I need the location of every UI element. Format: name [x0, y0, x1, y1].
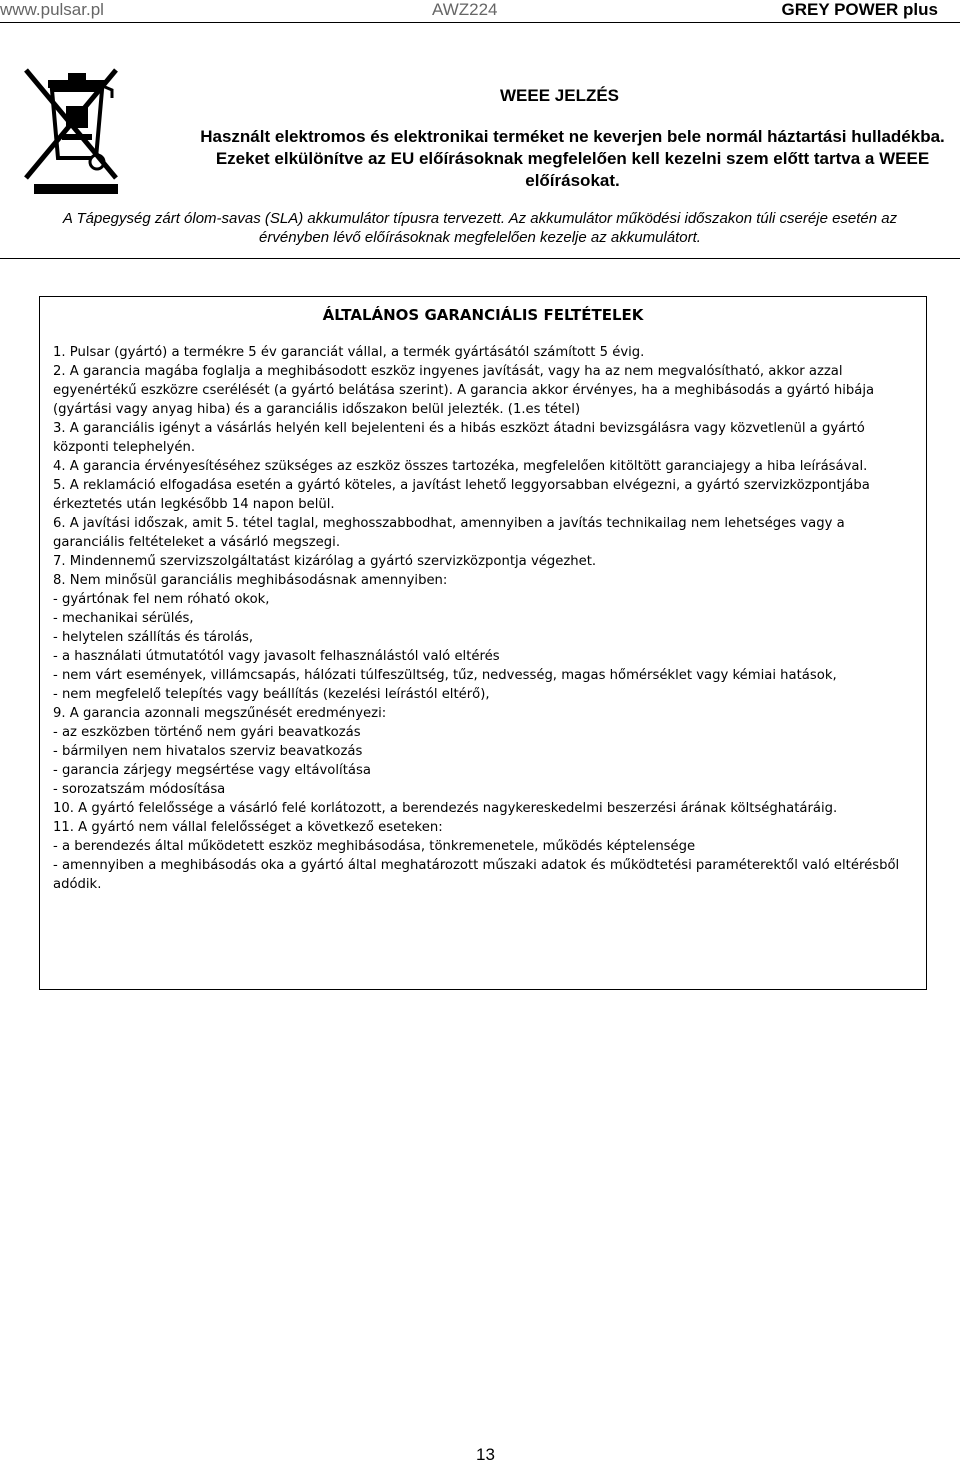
- warranty-line: - helytelen szállítás és tárolás,: [53, 630, 254, 645]
- sla-battery-note: A Tápegység zárt ólom-savas (SLA) akkumulátor típusra tervezett. Az akkumulátor működési időszakon túli cseréje esetén az érvényben lévő előírásoknak megfelelően kezelje az akkumulátort.: [62, 210, 898, 246]
- page-number: 13: [476, 1445, 495, 1464]
- warranty-line: 7. Mindennemű szervizszolgáltatást kizárólag a gyártó szervizközpontja végezhet.: [53, 554, 597, 569]
- header-website: www.pulsar.pl: [0, 0, 104, 19]
- crossed-out-wheelie-bin-icon: [20, 50, 124, 198]
- warranty-line: 2. A garancia magába foglalja a meghibásodott eszköz ingyenes javítását, vagy ha az nem megvalósítható, akkor azzal egyenértékű eszközre cserélését (a gyártó belátása szerint). A garancia akkor érvényes, ha a meghibásodás a gyártó hibája (gyártási vagy anyag hiba) és a garanciális időszakon belül jelezték. (1.es tétel): [53, 364, 875, 417]
- warranty-line: 11. A gyártó nem vállal felelősséget a következő eseteken:: [53, 820, 443, 835]
- warranty-line: 3. A garanciális igényt a vásárlás helyén kell bejelenteni és a hibás eszközt átadni bevizsgálásra vagy közvetlenül a gyártó központi telephelyén.: [53, 421, 865, 455]
- warranty-line: - bármilyen nem hivatalos szerviz beavatkozás: [53, 744, 363, 759]
- warranty-line: - garancia zárjegy megsértése vagy eltávolítása: [53, 763, 371, 778]
- warranty-title: ÁLTALÁNOS GARANCIÁLIS FELTÉTELEK: [322, 306, 644, 324]
- section-divider: [0, 258, 960, 259]
- warranty-line: 9. A garancia azonnali megszűnését eredményezi:: [53, 706, 387, 721]
- header-product: GREY POWER plus: [781, 0, 938, 19]
- warranty-line: - gyártónak fel nem róható okok,: [53, 592, 270, 607]
- page-header: [0, 0, 960, 23]
- warranty-body: [53, 343, 915, 894]
- warranty-line: - nem megfelelő telepítés vagy beállítás (kezelési leírástól eltérő),: [53, 687, 490, 702]
- weee-disposal-text: Használt elektromos és elektronikai terméket ne keverjen bele normál háztartási hulladékba. Ezeket elkülönítve az EU előírásoknak megfelelően kell kezelni szem előtt tartva a WEEE előírásokat.: [200, 127, 945, 190]
- warranty-line: - a használati útmutatótól vagy javasolt felhasználástól való eltérés: [53, 649, 500, 664]
- header-model: AWZ224: [432, 0, 498, 19]
- weee-title: WEEE JELZÉS: [500, 86, 620, 105]
- warranty-line: 8. Nem minősül garanciális meghibásodásnak amennyiben:: [53, 573, 448, 588]
- warranty-line: - mechanikai sérülés,: [53, 611, 194, 626]
- warranty-conditions-box: [39, 296, 927, 990]
- warranty-line: - a berendezés által működetett eszköz meghibásodása, tönkremenetele, működés képtelensége: [53, 839, 696, 854]
- warranty-line: - amennyiben a meghibásodás oka a gyártó által meghatározott műszaki adatok és működtetési paraméterektől való eltérésből adódik.: [53, 858, 900, 892]
- warranty-line: 1. Pulsar (gyártó) a termékre 5 év garanciát vállal, a termék gyártásától számított 5 évig.: [53, 345, 645, 360]
- warranty-line: 4. A garancia érvényesítéséhez szükséges az eszköz összes tartozéka, megfelelően kitöltött garanciajegy a hiba leírásával.: [53, 459, 868, 474]
- warranty-line: 5. A reklamáció elfogadása esetén a gyártó köteles, a javítást lehető leggyorsabban elvégezni, a gyártó szervizközpontjába érkeztetés után legkésőbb 14 napon belül.: [53, 478, 870, 512]
- warranty-line: - nem várt események, villámcsapás, hálózati túlfeszültség, tűz, nedvesség, magas hőmérséklet vagy kémiai hatások,: [53, 668, 837, 683]
- warranty-line: 10. A gyártó felelőssége a vásárló felé korlátozott, a berendezés nagykereskedelmi beszerzési árának költséghatáráig.: [53, 801, 838, 816]
- warranty-line: - sorozatszám módosítása: [53, 782, 226, 797]
- warranty-line: - az eszközben történő nem gyári beavatkozás: [53, 725, 361, 740]
- warranty-line: 6. A javítási időszak, amit 5. tétel taglal, meghosszabbodhat, amennyiben a javítás technikailag nem lehetséges vagy a garanciális feltételeket a vásárló megszegi.: [53, 516, 845, 550]
